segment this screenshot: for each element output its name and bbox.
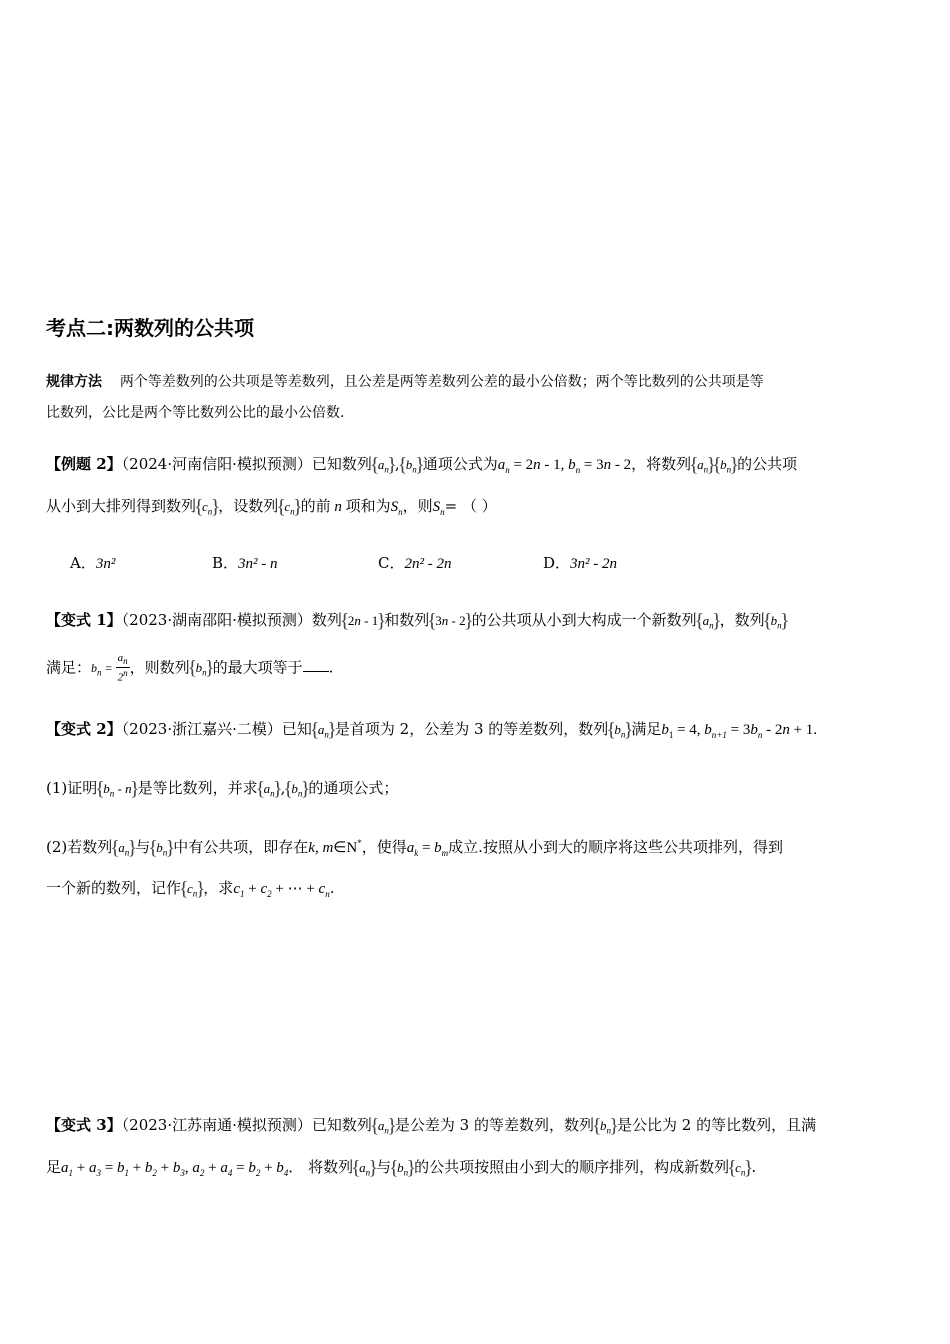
rule-text-1: 两个等差数列的公共项是等差数列，且公差是两等差数列公差的最小公倍数；两个等比数列的公共项是等 <box>119 374 764 390</box>
v3-text: 已知数列 <box>311 1116 372 1134</box>
seq-b: { $b_n$ } <box>594 1118 617 1136</box>
v3-line-2: 足$a_1 + a_3 = b_1 + b_2 + b_3$, $a_2 + a_4 = b_2 + b_4$． 将数列{ $a_n$ } 与{ $b_n$ } 的公共项按照由小到大的顺序排列，构成新数列{ $c_n$ } . <box>46 1156 756 1178</box>
formula: $a_n$ <box>497 457 510 475</box>
option-letter: C． <box>378 554 405 572</box>
option-letter: D． <box>543 554 571 572</box>
seq-b: { $b_n$ } <box>391 1160 414 1178</box>
seq-a: { $a_n$ } <box>372 457 395 475</box>
v1-text: 的最大项等于 <box>212 658 303 677</box>
v3-tag: 【变式 3】 <box>46 1116 122 1134</box>
ex2-text: 的前 <box>300 497 331 515</box>
ex2-text: ，则 <box>402 497 433 515</box>
v1-text: 数列 <box>311 611 342 629</box>
v2-q2-line-1: (2)若数列{ $a_n$ } 与{ $b_n$ } 中有公共项，即存在k, m∈N*，使得$a_k = b_m$成立.按照从小到大的顺序将这些公共项排列，得到 <box>46 836 783 858</box>
option-d[interactable] <box>543 552 617 573</box>
v2-text: . <box>329 879 335 897</box>
seq-a: { $a_n$ } <box>353 1160 376 1178</box>
v1-text: 和数列 <box>384 611 430 629</box>
option-letter: B． <box>212 554 239 572</box>
ex2-text: 的公共项 <box>737 455 798 473</box>
ex2-source: （2024·河南信阳·模拟预测） <box>121 455 312 473</box>
seq-b: { $b_n$ } <box>714 457 737 475</box>
v2-source: （2023·浙江嘉兴·二模） <box>121 720 282 738</box>
v2-q2-line-2: 一个新的数列，记作{ $c_n$ } ，求$c_1 + c_2$ + ⋯ + $c_n$. <box>46 877 335 899</box>
v3-text: 是公比为 2 的等比数列，且满 <box>617 1116 817 1134</box>
seq-c: { $c_n$ } <box>181 881 203 899</box>
v1-text: . <box>328 658 334 677</box>
v2-text: (1)证明 <box>46 779 98 797</box>
v2-text: 中有公共项，即存在 <box>173 838 309 856</box>
v2-q1: (1)证明{ $b_n$ - n } 是等比数列，并求{ $a_n$ } ,{ $b_n$ } 的通项公式； <box>46 777 398 799</box>
v3-source: （2023·江苏南通·模拟预测） <box>121 1116 312 1134</box>
option-b[interactable] <box>212 552 278 573</box>
seq-c: { $c_n$ } <box>196 499 218 517</box>
v1-tag: 【变式 1】 <box>46 611 122 629</box>
v1-text: 的公共项从小到大构成一个新数列 <box>471 611 697 629</box>
ex2-text: 从小到大排列得到数列 <box>46 497 197 515</box>
option-expr: 2n² - 2n <box>404 556 452 572</box>
ex2-tag: 【例题 2】 <box>46 455 122 473</box>
ex2-text: ，设数列 <box>218 497 279 515</box>
v2-text: 满足 <box>631 720 662 738</box>
v2-text: 的通项公式； <box>308 779 399 797</box>
v2-text: 一个新的数列，记作 <box>46 879 182 897</box>
v2-text: ，求 <box>203 879 234 897</box>
v3-text: 足 <box>46 1158 62 1176</box>
seq-b: { $b_n$ } <box>400 457 423 475</box>
v1-line-1 <box>46 609 788 631</box>
ex2-text: 通项公式为 <box>422 455 498 473</box>
v1-line-2: 满足：$b_n$ = $\frac{a_n}{2^n}$ ，则数列{ $b_n$ } 的最大项等于 . <box>46 653 333 684</box>
v1-text: 满足： <box>46 658 92 677</box>
v2-tag: 【变式 2】 <box>46 720 122 738</box>
seq-3n-2: { 3n - 2 } <box>429 613 471 629</box>
v3-text: 与 <box>376 1158 392 1176</box>
seq-c: { $c_n$ } <box>729 1160 751 1178</box>
v1-source: （2023·湖南邵阳·模拟预测） <box>121 611 312 629</box>
ex2-line-2: 从小到大排列得到数列{ $c_n$ } ，设数列{ $c_n$ } 的前 n 项和为$S_n$，则$S_n=$ （ ） <box>46 495 497 517</box>
option-c[interactable] <box>378 552 451 573</box>
option-a[interactable] <box>70 552 115 573</box>
ex2-text: 项和为 <box>345 497 391 515</box>
rule-paragraph-2 <box>46 403 906 423</box>
v1-text: ，则数列 <box>129 658 190 677</box>
seq-2n-1: { 2n - 1 } <box>342 613 384 629</box>
v3-text: 的公共项按照由小到大的顺序排列，构成新数列 <box>414 1158 730 1176</box>
ex2-text: = （ ） <box>444 497 497 515</box>
section-title: 考点二:两数列的公共项 <box>46 316 254 340</box>
v2-text: (2)若数列 <box>46 838 113 856</box>
fraction: $\frac{a_n}{2^n}$ <box>117 652 128 684</box>
option-expr: 3n² <box>95 556 116 572</box>
v2-text: 是等比数列，并求 <box>137 779 258 797</box>
seq-b: { $b_n$ } <box>150 840 173 858</box>
option-expr: 3n² - n <box>238 556 278 572</box>
v2-text: 与 <box>135 838 151 856</box>
seq-b: { $b_n$ } <box>608 722 631 740</box>
option-letter: A． <box>70 554 96 572</box>
rule-paragraph <box>46 372 906 392</box>
v3-text: 是公差为 3 的等差数列，数列 <box>394 1116 594 1134</box>
seq-c: { $c_n$ } <box>278 499 300 517</box>
seq-b: { $b_n$ } <box>190 660 213 678</box>
v2-text: 成立.按照从小到大的顺序将这些公共项排列，得到 <box>448 838 783 856</box>
v2-text: 已知 <box>281 720 312 738</box>
v3-text: . <box>751 1158 757 1176</box>
seq-a: { $a_n$ } <box>312 722 335 740</box>
rule-text-2: 比数列，公比是两个等比数列公比的最小公倍数. <box>46 405 345 421</box>
ex2-line-1: 【例题 2】（2024·河南信阳·模拟预测）已知数列{ $a_n$ } ,{ $b_n$ } 通项公式为$a_n = 2n - 1$, $b_n = 3n - 2$，将数列{ $a_n$ }{ $b_n$ } 的公共项 <box>46 453 797 475</box>
seq-a: { $a_n$ } <box>697 613 720 631</box>
seq-a: { $a_n$ } <box>691 457 714 475</box>
ex2-text: 已知数列 <box>311 455 372 473</box>
v3-text: ． 将数列 <box>288 1158 354 1176</box>
seq-a: { $a_n$ } <box>112 840 135 858</box>
answer-blank[interactable] <box>303 671 329 672</box>
seq-bn-n: { $b_n$ - n } <box>97 781 137 799</box>
seq-a: { $a_n$ } <box>372 1118 395 1136</box>
v2-text: ，使得 <box>361 838 407 856</box>
v2-text: 是首项为 2，公差为 3 的等差数列，数列 <box>334 720 609 738</box>
option-expr: 3n² - 2n <box>570 556 618 572</box>
v1-text: ，数列 <box>719 611 765 629</box>
v2-line-1: 【变式 2】（2023·浙江嘉兴·二模）已知{ $a_n$ } 是首项为 2，公差为 3 的等差数列，数列{ $b_n$ } 满足$b_1 = 4$, $b_{n+1} = 3b_n - 2n + 1$. <box>46 718 817 740</box>
seq-a: { $a_n$ } <box>258 781 281 799</box>
v3-line-1 <box>46 1114 816 1136</box>
ex2-text: ，将数列 <box>631 455 692 473</box>
rule-label: 规律方法 <box>46 374 102 390</box>
seq-b: { $b_n$ } <box>765 613 788 631</box>
seq-b: { $b_n$ } <box>285 781 308 799</box>
